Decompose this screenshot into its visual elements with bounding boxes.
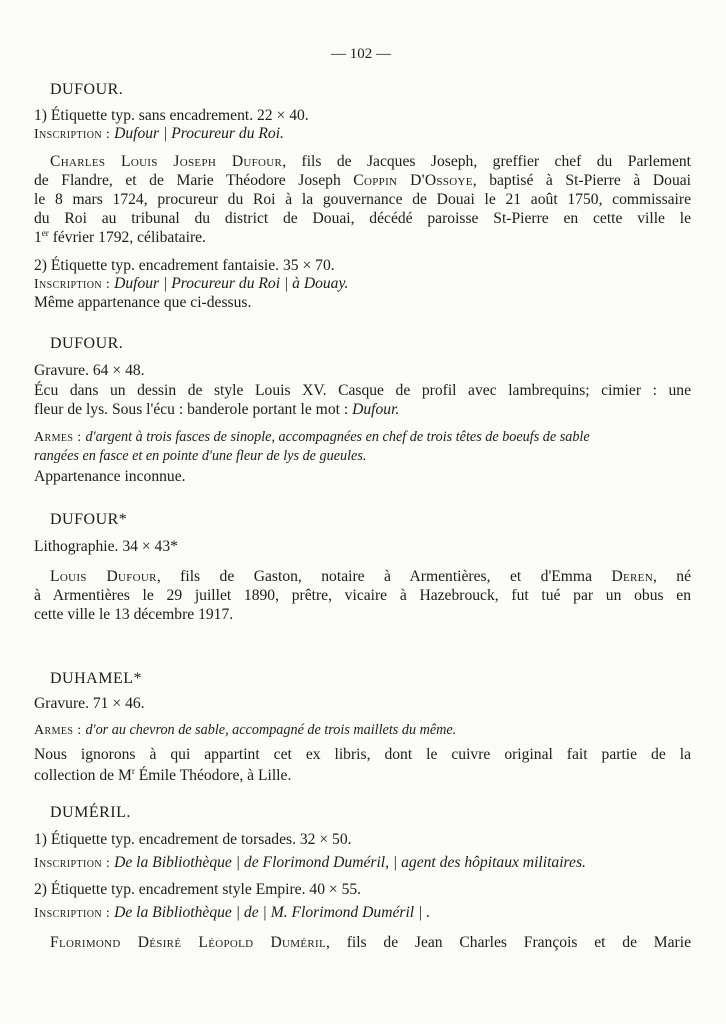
description-text: fleur de lys. Sous l'écu : banderole portant le mot :: [34, 401, 353, 418]
item-1-description: 1) Étiquette typ. sans encadrement. 22 × 40.: [34, 107, 309, 124]
bio-text: février 1792, célibataire.: [48, 229, 206, 246]
bio-line-1: [50, 567, 691, 587]
item-1-description: 1) Étiquette typ. encadrement de torsades. 32 × 50.: [34, 831, 352, 848]
entry-heading-dufour-3: DUFOUR*: [50, 511, 128, 528]
item-2-inscription: [34, 274, 348, 295]
bio-text: , fils de Gaston, notaire à Armentières, et d'Emma: [156, 568, 612, 585]
motto-word: Dufour.: [352, 401, 400, 418]
inscription-text: De la Bibliothèque | de | M. Florimond Duméril | .: [114, 904, 431, 921]
bio-line-3: le 8 mars 1724, procureur du Roi à la gouvernance de Douai le 21 août 1750, commissaire: [34, 191, 691, 208]
bio-text: , baptisé à St-Pierre à Douai: [472, 172, 691, 189]
person-name: Louis Dufour: [50, 568, 157, 585]
appartenance-note: Même appartenance que ci-dessus.: [34, 294, 252, 311]
bio-line-1: [50, 152, 691, 172]
page-number: — 102 —: [331, 46, 391, 62]
person-name: Florimond Désiré Léopold Duméril: [50, 934, 327, 951]
item-1-inscription: [34, 853, 586, 874]
bio-text: de Flandre, et de Marie Théodore Joseph: [34, 172, 354, 189]
arms-line-1: [34, 427, 590, 448]
inscription-label: Inscription :: [34, 906, 111, 921]
note-text: collection de M: [34, 767, 132, 784]
bio-text: 1: [34, 229, 42, 246]
bio-line-3: cette ville le 13 décembre 1917.: [34, 606, 234, 623]
appartenance-note: Appartenance inconnue.: [34, 468, 186, 485]
item-1-inscription: [34, 124, 284, 145]
bio-text: , né: [652, 568, 692, 585]
entry-heading-dufour-1: DUFOUR.: [50, 81, 124, 98]
arms-line: [34, 720, 456, 741]
person-name: Charles Louis Joseph Dufour: [50, 153, 283, 170]
arms-text: d'or au chevron de sable, accompagné de trois maillets du même.: [85, 722, 457, 738]
note-line-1: Nous ignorons à qui appartint cet ex libris, dont le cuivre original fait partie de la: [34, 746, 691, 763]
inscription-label: Inscription :: [34, 277, 111, 292]
item-2-description: 2) Étiquette typ. encadrement style Empire. 40 × 55.: [34, 881, 362, 898]
arms-text: d'argent à trois fasces de sinople, accompagnées en chef de trois têtes de boeufs de sable: [85, 429, 590, 445]
arms-label: Armes :: [34, 723, 82, 738]
entry-heading-dumeril: DUMÉRIL.: [50, 804, 131, 821]
technique: Gravure. 64 × 48.: [34, 362, 145, 379]
bio-text: , fils de Jean Charles François et de Marie: [326, 934, 691, 951]
note-line-2: [34, 766, 291, 786]
description-line-2: [34, 400, 399, 420]
bio-line-4: du Roi au tribunal du district de Douai, décédé paroisse St-Pierre en cette ville le: [34, 210, 691, 227]
entry-heading-duhamel: DUHAMEL*: [50, 670, 142, 687]
note-text: Émile Théodore, à Lille.: [134, 767, 292, 784]
inscription-text: Dufour | Procureur du Roi.: [114, 125, 284, 142]
technique: Gravure. 71 × 46.: [34, 695, 145, 712]
inscription-text: De la Bibliothèque | de Florimond Duméril, | agent des hôpitaux militaires.: [114, 854, 586, 871]
bio-line-5: [34, 228, 206, 248]
bio-line-2: [34, 171, 691, 191]
superscript: r: [131, 765, 135, 776]
bio-line-1: [50, 933, 691, 953]
inscription-label: Inscription :: [34, 856, 111, 871]
inscription-text: Dufour | Procureur du Roi | à Douay.: [114, 275, 349, 292]
item-2-inscription: [34, 903, 430, 924]
person-name: Deren: [611, 568, 653, 585]
person-name: Coppin D'Ossoye: [353, 172, 473, 189]
superscript: er: [41, 227, 49, 238]
description-line-1: Écu dans un dessin de style Louis XV. Casque de profil avec lambrequins; cimier : une: [34, 382, 691, 399]
bio-line-2: à Armentières le 29 juillet 1890, prêtre, vicaire à Hazebrouck, fut tué par un obus en: [34, 587, 691, 604]
arms-label: Armes :: [34, 430, 82, 445]
bio-text: , fils de Jacques Joseph, greffier chef du Parlement: [282, 153, 691, 170]
technique: Lithographie. 34 × 43*: [34, 538, 178, 555]
entry-heading-dufour-2: DUFOUR.: [50, 335, 124, 352]
item-2-description: 2) Étiquette typ. encadrement fantaisie. 35 × 70.: [34, 257, 335, 274]
inscription-label: Inscription :: [34, 127, 111, 142]
arms-line-2: rangées en fasce et en pointe d'une fleur de lys de gueules.: [34, 448, 367, 464]
